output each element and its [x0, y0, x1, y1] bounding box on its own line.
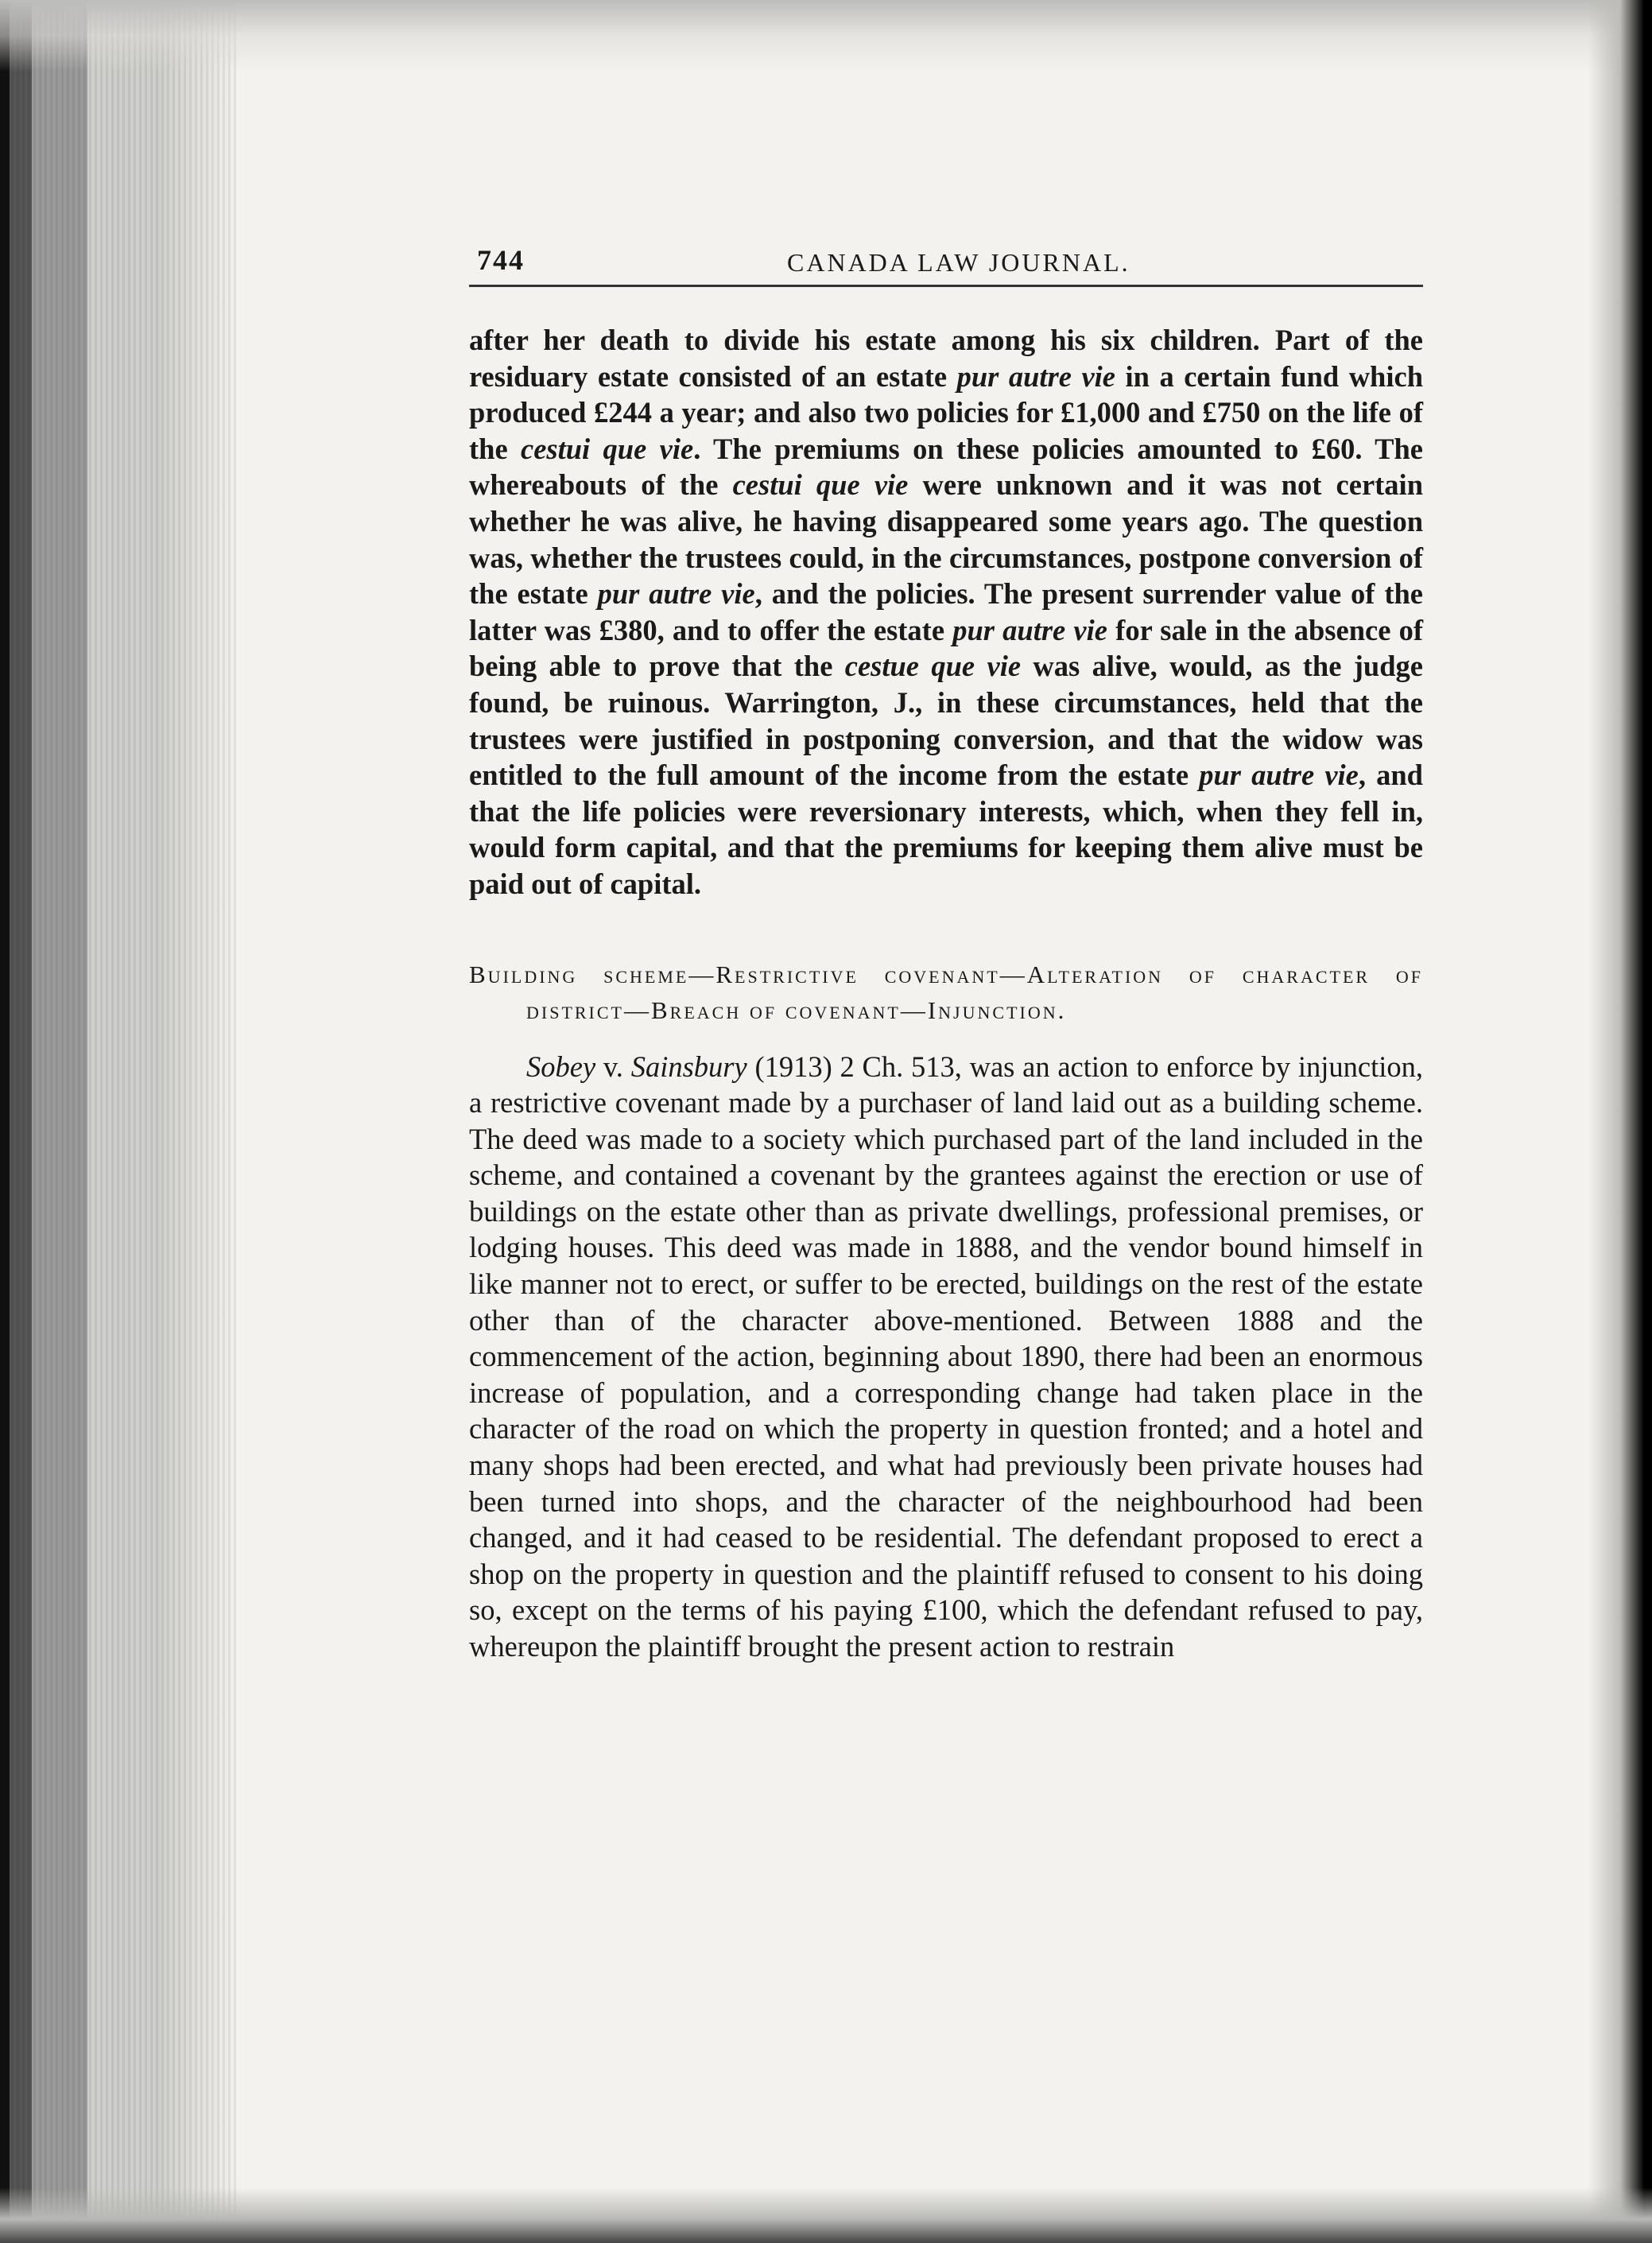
- italic-term: cestue que vie: [844, 650, 1022, 683]
- text-run: were unknown and it was not certain whether he was alive, he having disappeared some years ago. The question was, whether the trustees could, in the circumstances, postpone conversion of the estate: [469, 468, 1423, 611]
- italic-term: pur autre vie: [1199, 759, 1359, 792]
- text-run: (1913) 2 Ch. 513, was an action to enforce by injunction, a restrictive covenant made by a purchaser of land laid out as a building scheme. The deed was made to a society which purchased part of the land included in the scheme, and contained a covenant by the grantees against the erection or use of buildings on the estate other than as private dwellings, professional premises, or lodging houses. This deed was made in 1888, and the vendor bound himself in like manner not to erect, or suffer to be erected, buildings on the rest of the estate other than of the character above-mentioned. Between 1888 and the commencement of the action, beginning about 1890, there had been an enormous increase of population, and a corresponding change had taken place in the character of the road on which the property in question fronted; and a hotel and many shops had been erected, and what had previously been private houses had been turned into shops, and the character of the neighbourhood had been changed, and it had ceased to be residential. The defendant proposed to erect a shop on the property in question and the plaintiff refused to consent to his doing so, except on the terms of his paying £100, which the defendant refused to pay, whereupon the plaintiff brought the present action to restrain: [469, 1050, 1423, 1663]
- case-party-name: Sobey: [526, 1050, 596, 1083]
- text-run: , and that the life policies were reversionary interests, which, when they fell in, would form capital, and that the premiums for keeping them alive must be paid out of capital.: [469, 759, 1423, 900]
- page-header: [469, 231, 1423, 278]
- text-run: , and the policies. The present surrender value of the latter was £380, and to offer the estate: [469, 577, 1423, 646]
- section-heading: Building scheme—Restrictive covenant—Alteration of character of district—Breach of covenant—Injunction.: [469, 960, 1423, 1024]
- running-head: CANADA LAW JOURNAL.: [787, 248, 1130, 277]
- scan-bottom-edge: [0, 2187, 1652, 2243]
- text-run: was alive, would, as the judge found, be ruinous. Warrington, J., in these circumstances, held that the trustees were justified in postponing conversion, and that the widow was entitled to the full amount of the income from the estate: [469, 650, 1423, 792]
- text-run: for sale in the absence of being able to prove that the: [469, 613, 1423, 683]
- paragraph-sobey-v-sainsbury: [469, 1049, 1423, 1665]
- text-run: after her death to divide his estate among his six children. Part of the residuary estate consisted of an estate: [469, 324, 1423, 393]
- paragraph-trust-estate: [469, 322, 1423, 902]
- scan-right-edge: [1588, 0, 1652, 2243]
- page-number: 744: [477, 244, 525, 276]
- text-run: in a certain fund which produced £244 a year; and also two policies for £1,000 and £750 on the life of the: [469, 359, 1423, 465]
- scan-binding-shadow: [0, 0, 238, 2243]
- text-run: v.: [595, 1050, 631, 1083]
- scan-top-edge: [0, 0, 1652, 72]
- italic-term: pur autre vie: [597, 577, 755, 611]
- case-party-name: Sainsbury: [630, 1050, 747, 1083]
- italic-term: pur autre vie: [956, 359, 1116, 393]
- header-rule: [469, 285, 1423, 287]
- journal-page: [469, 231, 1423, 1665]
- italic-term: pur autre vie: [952, 613, 1107, 646]
- italic-term: cestui que vie: [521, 432, 694, 465]
- italic-term: cestui que vie: [732, 468, 909, 502]
- text-run: . The premiums on these policies amounted to £60. The whereabouts of the: [469, 432, 1423, 502]
